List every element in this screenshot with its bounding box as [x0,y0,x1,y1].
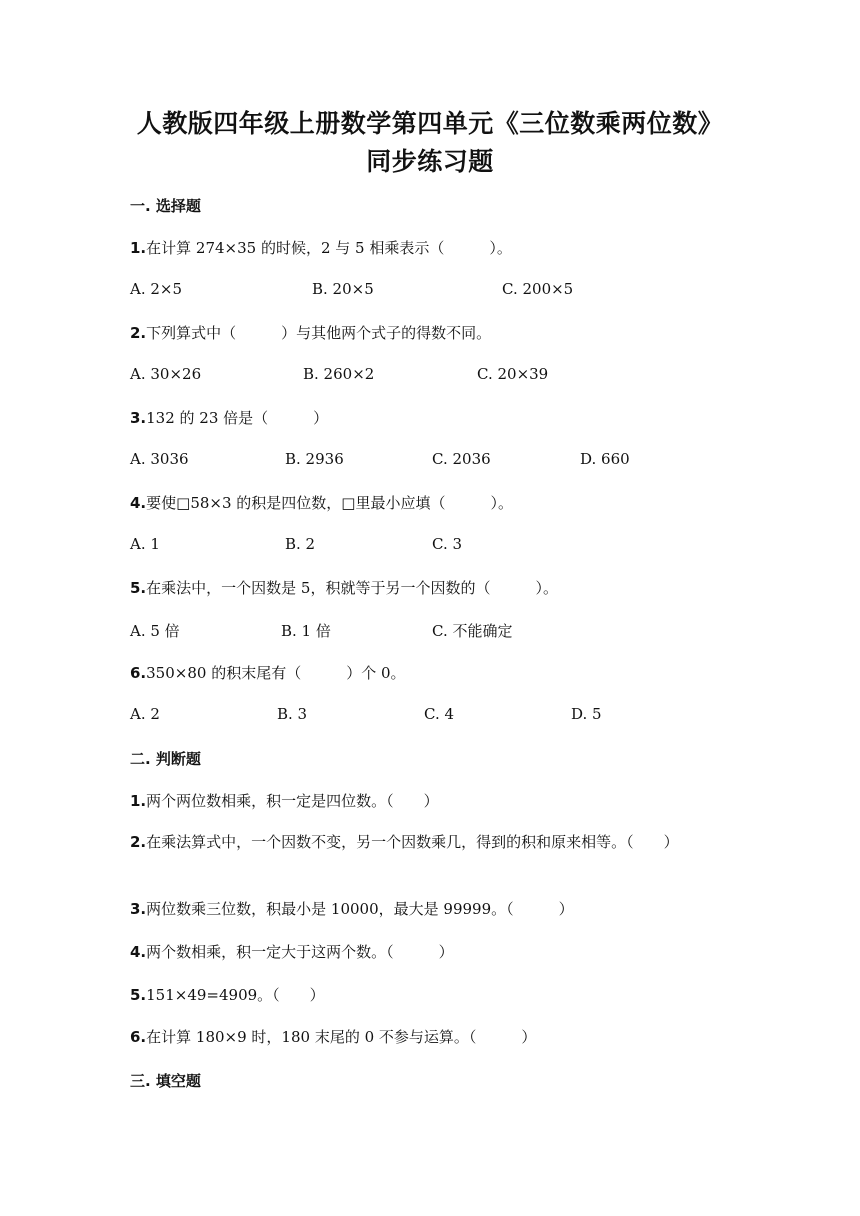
choice-option: C. 20×39 [477,365,549,383]
choice-option: C. 3 [432,535,463,553]
choice-option: A. 2×5 [130,280,183,298]
question-number: 6. [130,664,147,682]
judge-question [130,1026,536,1047]
choice-option: C. 2036 [432,450,491,468]
question-text: 两个两位数相乘，积一定是四位数。（ ） [146,792,439,810]
question-text: 要使□58×3 的积是四位数，□里最小应填（ ）。 [146,494,513,512]
question-number: 6. [130,1028,147,1046]
judge-question [130,941,454,962]
choice-option: C. 4 [424,705,455,723]
question-text: 350×80 的积末尾有（ ）个 0。 [146,664,406,682]
choice-option: D. 660 [580,450,630,468]
question-text: 两个数相乘，积一定大于这两个数。（ ） [146,943,454,961]
choice-option: C. 不能确定 [432,622,513,640]
question-number: 3. [130,900,147,918]
question-number: 1. [130,792,147,810]
choice-option: B. 260×2 [303,365,375,383]
choice-option: A. 5 倍 [130,622,180,640]
question-text: 132 的 23 倍是（ ） [146,409,329,427]
choice-question [130,577,558,598]
choice-option: C. 200×5 [502,280,574,298]
question-text: 151×49=4909。（ ） [146,986,325,1004]
question-text: 在计算 180×9 时，180 末尾的 0 不参与运算。（ ） [146,1028,537,1046]
choice-question [130,322,491,343]
question-text: 在乘法算式中，一个因数不变，另一个因数乘几，得到的积和原来相等。（ ） [146,833,679,851]
question-number: 4. [130,943,147,961]
section-heading-choice: 一. 选择题 [130,197,201,215]
worksheet-title-line2: 同步练习题 [366,147,494,176]
choice-option: B. 2936 [285,450,344,468]
section-heading-fill: 三. 填空题 [130,1072,201,1090]
question-text: 在乘法中，一个因数是 5，积就等于另一个因数的（ ）。 [146,579,558,597]
question-number: 1. [130,239,147,257]
question-number: 4. [130,494,147,512]
question-number: 5. [130,986,147,1004]
choice-question [130,662,406,683]
choice-option: A. 2 [130,705,160,723]
question-text: 两位数乘三位数，积最小是 10000，最大是 99999。（ ） [146,900,574,918]
choice-option: A. 30×26 [130,365,202,383]
question-number: 2. [130,833,147,851]
question-number: 3. [130,409,147,427]
worksheet-title-line1: 人教版四年级上册数学第四单元《三位数乘两位数》 [136,109,724,138]
choice-option: B. 1 倍 [281,622,331,640]
choice-question [130,492,513,513]
choice-option: B. 20×5 [312,280,374,298]
question-text: 下列算式中（ ）与其他两个式子的得数不同。 [146,324,492,342]
judge-question [130,790,439,811]
choice-option: B. 2 [285,535,316,553]
question-text: 在计算 274×35 的时候，2 与 5 相乘表示（ ）。 [146,239,512,257]
choice-option: B. 3 [277,705,308,723]
judge-question [130,831,730,853]
choice-option: A. 1 [130,535,160,553]
section-heading-judge: 二. 判断题 [130,750,201,768]
choice-question [130,407,328,428]
question-number: 2. [130,324,147,342]
question-number: 5. [130,579,147,597]
judge-question [130,984,325,1005]
choice-option: A. 3036 [130,450,189,468]
judge-question [130,898,574,919]
choice-question [130,237,512,258]
choice-option: D. 5 [571,705,602,723]
